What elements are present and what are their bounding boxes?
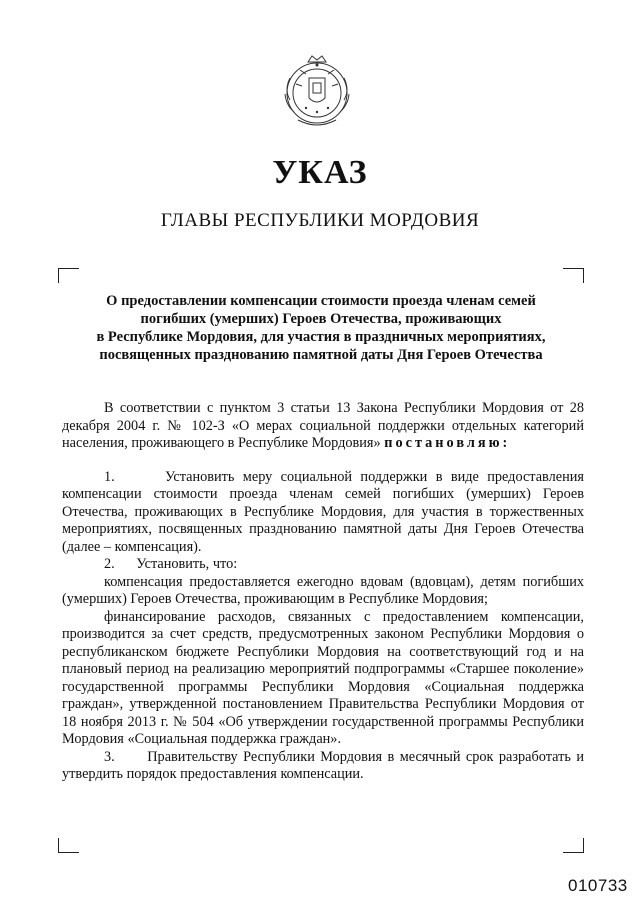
preamble-paragraph [62,400,584,453]
item-text: Установить, что: [136,556,238,572]
item-text: Установить меру социальной поддержки в виде предоставления компенсации стоимости проезда членам семей погибших (умерших) Героев Отечества, проживающих в Республике Мордовия, для участия в торжественных мероприятиях, посвященных празднованию памятной даты Дня Героев Отечества (далее – компенсация). [62,468,584,555]
item-number: 1. [104,468,115,485]
document-number: 010733 [568,876,628,895]
heading-line: О предоставлении компенсации стоимости проезда членам семей [106,293,536,309]
decree-subtitle: ГЛАВЫ РЕСПУБЛИКИ МОРДОВИЯ [160,210,480,231]
preamble-text: В соответствии с пунктом 3 статьи 13 Закона Республики Мордовия от 28 декабря 2004 г. № 102-З «О мерах социальной поддержки отдельных категорий населения, проживающего в Республике Мордовия» [62,400,584,451]
item-1 [62,469,584,557]
heading-line: погибших (умерших) Героев Отечества, проживающих [140,311,502,327]
decree-title: УКАЗ [272,154,368,191]
item-2 [62,556,584,574]
item-number: 3. [104,748,115,765]
sub-paragraph: компенсация предоставляется ежегодно вдовам (вдовцам), детям погибших (умерших) Героев Отечества, проживающим в Республике Мордовия; [62,573,584,607]
item-number: 2. [104,556,115,572]
heading-line: посвященных празднованию памятной даты Дня Героев Отечества [99,347,543,363]
item-text: Правительству Республики Мордовия в месячный срок разработать и утвердить порядок предоставления компенсации. [62,748,584,782]
coat-of-arms-icon [276,50,358,134]
item-3 [62,749,584,784]
corner-mark-bottom-right [563,838,584,853]
corner-mark-top-left [58,268,79,283]
corner-mark-top-right [563,268,584,283]
decree-body [62,400,584,784]
decree-heading [60,292,582,364]
corner-mark-bottom-left [58,838,79,853]
sub-paragraph: финансирование расходов, связанных с предоставлением компенсации, производится за счет средств, предусмотренных законом Республики Мордовия о республиканском бюджете Республики Мордовия на соответствующий год и на плановый период на реализацию мероприятий подпрограммы «Старшее поколение» государственной программы Республики Мордовия «Социальная поддержка граждан», утвержденной постановлением Правительства Республики Мордовия от 18 ноября 2013 г. № 504 «Об утверждении государственной программы Республики Мордовия «Социальная поддержка граждан». [62,608,584,747]
decree-word: постановляю: [384,435,511,451]
heading-line: в Республике Мордовия, для участия в праздничных мероприятиях, [96,329,546,345]
